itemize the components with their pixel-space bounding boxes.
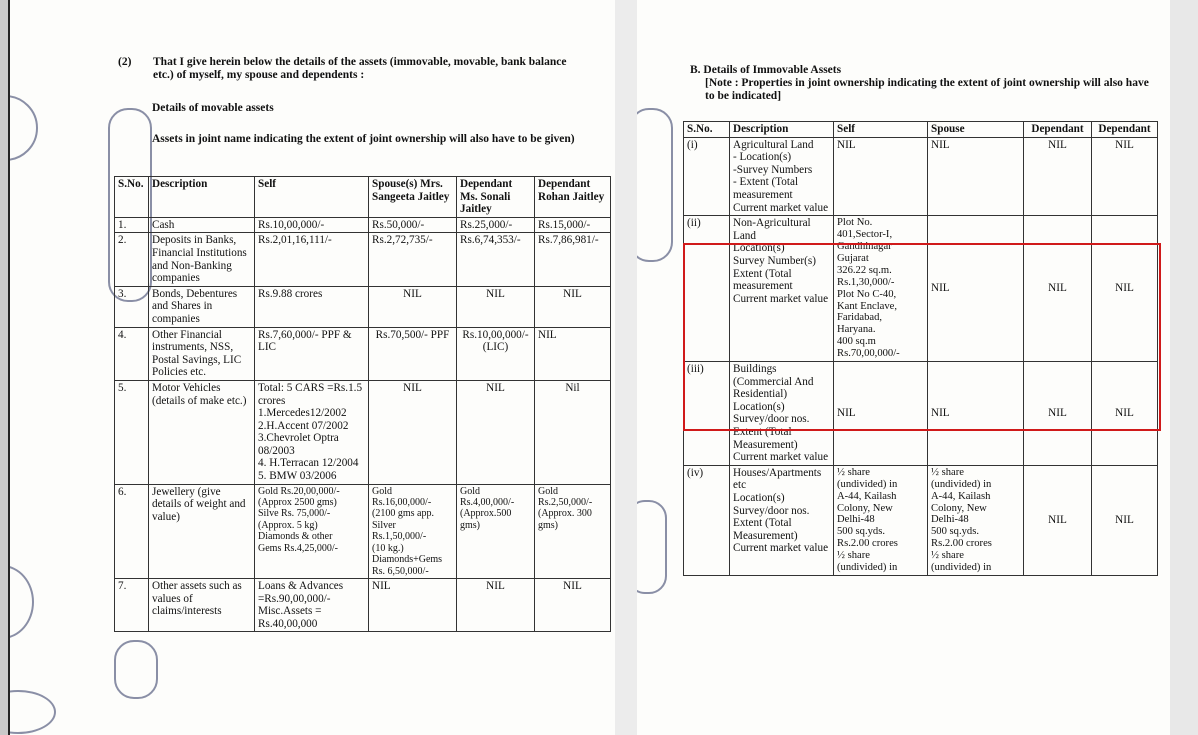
notary-stamp-icon <box>8 690 56 734</box>
spouse-cell: ½ share (undivided) in A-44, Kailash Colony, New Delhi-48 500 sq.yds. Rs.2.00 crores ½ share (undivided) in <box>928 465 1024 575</box>
page-gutter <box>613 0 637 735</box>
description-cell: Non-Agricultural Land Location(s) Survey Number(s) Extent (Total measurement Current market value <box>730 216 834 362</box>
column-header: Description <box>149 177 255 218</box>
self-cell: NIL <box>834 362 928 466</box>
spouse-cell: NIL <box>928 137 1024 216</box>
dependant-cell: NIL <box>1092 137 1158 216</box>
column-header: Dependant Rohan Jaitley <box>535 177 611 218</box>
self-cell: Rs.10,00,000/- <box>255 217 369 233</box>
spouse-cell: NIL <box>369 380 457 484</box>
dependant-cell: NIL <box>1092 465 1158 575</box>
self-cell: Total: 5 CARS =Rs.1.5 crores 1.Mercedes12/2002 2.H.Accent 07/2002 3.Chevrolet Optra 08/2003 4. H.Terracan 12/2004 5. BMW 03/2006 <box>255 380 369 484</box>
column-header: Self <box>255 177 369 218</box>
dependant-cell: NIL <box>457 286 535 327</box>
description-cell: Agricultural Land - Location(s) -Survey Numbers - Extent (Total measurement Current market value <box>730 137 834 216</box>
right-document-page <box>637 0 1170 735</box>
notary-stamp-icon <box>8 95 38 161</box>
sno-cell: 5. <box>115 380 149 484</box>
spouse-cell: NIL <box>369 578 457 631</box>
left-document-page <box>8 0 615 735</box>
dependant-cell: NIL <box>1092 216 1158 362</box>
dependant-cell: NIL <box>457 380 535 484</box>
description-cell: Other assets such as values of claims/interests <box>149 578 255 631</box>
table-row <box>115 578 611 631</box>
dependant-cell: Rs.15,000/- <box>535 217 611 233</box>
notary-stamp-icon <box>8 565 34 639</box>
sno-cell: (iv) <box>684 465 730 575</box>
dependant-cell: Rs.7,86,981/- <box>535 233 611 286</box>
dependant-cell: Rs.25,000/- <box>457 217 535 233</box>
dependant-cell: NIL <box>535 578 611 631</box>
table-row <box>115 217 611 233</box>
description-cell: Houses/Apartments etc Location(s) Survey/door nos. Extent (Total Measurement) Current market value <box>730 465 834 575</box>
sno-cell: (ii) <box>684 216 730 362</box>
dependant-cell: NIL <box>1092 362 1158 466</box>
table-row <box>684 137 1158 216</box>
table-row <box>115 484 611 578</box>
description-cell: Deposits in Banks, Financial Institutions and Non-Banking companies <box>149 233 255 286</box>
column-header: Description <box>730 122 834 138</box>
table-row <box>115 233 611 286</box>
dependant-cell: NIL <box>1024 362 1092 466</box>
column-header: Spouse(s) Mrs. Sangeeta Jaitley <box>369 177 457 218</box>
table-row <box>115 286 611 327</box>
movable-assets-table <box>114 176 611 632</box>
dependant-cell: NIL <box>1024 137 1092 216</box>
highlight-box <box>683 243 1161 431</box>
section-title: B. Details of Immovable Assets <box>690 64 842 76</box>
spouse-cell: Rs.50,000/- <box>369 217 457 233</box>
spouse-cell: NIL <box>369 286 457 327</box>
dependant-cell: NIL <box>1024 465 1092 575</box>
dependant-cell: Rs.6,74,353/- <box>457 233 535 286</box>
dependant-cell: Nil <box>535 380 611 484</box>
self-cell: NIL <box>834 137 928 216</box>
column-header: S.No. <box>684 122 730 138</box>
seal-stamp-icon <box>114 640 158 699</box>
section-note: [Note : Properties in joint ownership indicating the extent of joint ownership will also have to be indicated] <box>705 77 1149 102</box>
self-cell: Rs.2,01,16,111/- <box>255 233 369 286</box>
table-header-row <box>115 177 611 218</box>
declaration-text: That I give herein below the details of the assets (immovable, movable, bank balance etc.) of myself, my spouse and dependents : <box>153 56 567 81</box>
spouse-cell: Rs.2,72,735/- <box>369 233 457 286</box>
spouse-cell: NIL <box>928 362 1024 466</box>
description-cell: Cash <box>149 217 255 233</box>
sno-cell: (iii) <box>684 362 730 466</box>
dependant-cell: Gold Rs.4,00,000/- (Approx.500 gms) <box>457 484 535 578</box>
notary-stamp-icon <box>637 500 667 594</box>
spouse-cell: NIL <box>928 216 1024 362</box>
table-header-row <box>684 122 1158 138</box>
dependant-cell: NIL <box>457 578 535 631</box>
description-cell: Other Financial instruments, NSS, Postal Savings, LIC Policies etc. <box>149 327 255 380</box>
dependant-cell: NIL <box>535 286 611 327</box>
spouse-cell: Rs.70,500/- PPF <box>369 327 457 380</box>
self-cell: Plot No. 401,Sector-I, Gandhinagar Gujarat 326.22 sq.m. Rs.1,30,000/- Plot No C-40, Kant Enclave, Faridabad, Haryana. 400 sq.m Rs.70,00,000/- <box>834 216 928 362</box>
sno-cell: 7. <box>115 578 149 631</box>
dependant-cell: Gold Rs.2,50,000/- (Approx. 300 gms) <box>535 484 611 578</box>
self-cell: Rs.7,60,000/- PPF & LIC <box>255 327 369 380</box>
table-row <box>115 380 611 484</box>
sno-cell: 4. <box>115 327 149 380</box>
section-title: Details of movable assets <box>152 102 274 114</box>
sno-cell: 6. <box>115 484 149 578</box>
dependant-cell: NIL <box>1024 216 1092 362</box>
sno-cell: 3. <box>115 286 149 327</box>
dependant-cell: NIL <box>535 327 611 380</box>
description-cell: Jewellery (give details of weight and value) <box>149 484 255 578</box>
description-cell: Bonds, Debentures and Shares in companies <box>149 286 255 327</box>
table-row <box>115 327 611 380</box>
spouse-cell: Gold Rs.16,00,000/- (2100 gms app. Silver Rs.1,50,000/- (10 kg.) Diamonds+Gems Rs. 6,50,000/- <box>369 484 457 578</box>
column-header: Dependant <box>1092 122 1158 138</box>
self-cell: Rs.9.88 crores <box>255 286 369 327</box>
right-margin <box>1170 0 1198 735</box>
description-cell: Buildings (Commercial And Residential) Location(s) Survey/door nos. Extent (Total Measurement) Current market value <box>730 362 834 466</box>
sno-cell: (i) <box>684 137 730 216</box>
sno-cell: 2. <box>115 233 149 286</box>
column-header: Dependant <box>1024 122 1092 138</box>
item-number: (2) <box>118 56 132 68</box>
notary-stamp-icon <box>637 108 673 262</box>
self-cell: Gold Rs.20,00,000/- (Approx 2500 gms) Silve Rs. 75,000/- (Approx. 5 kg) Diamonds & other Gems Rs.4,25,000/- <box>255 484 369 578</box>
section-note: Assets in joint name indicating the extent of joint ownership will also have to be given) <box>152 133 575 145</box>
column-header: S.No. <box>115 177 149 218</box>
column-header: Spouse <box>928 122 1024 138</box>
self-cell: ½ share (undivided) in A-44, Kailash Colony, New Delhi-48 500 sq.yds. Rs.2.00 crores ½ share (undivided) in <box>834 465 928 575</box>
dependant-cell: Rs.10,00,000/- (LIC) <box>457 327 535 380</box>
sno-cell: 1. <box>115 217 149 233</box>
self-cell: Loans & Advances =Rs.90,00,000/- Misc.Assets = Rs.40,00,000 <box>255 578 369 631</box>
description-cell: Motor Vehicles (details of make etc.) <box>149 380 255 484</box>
table-row <box>684 465 1158 575</box>
column-header: Dependant Ms. Sonali Jaitley <box>457 177 535 218</box>
column-header: Self <box>834 122 928 138</box>
